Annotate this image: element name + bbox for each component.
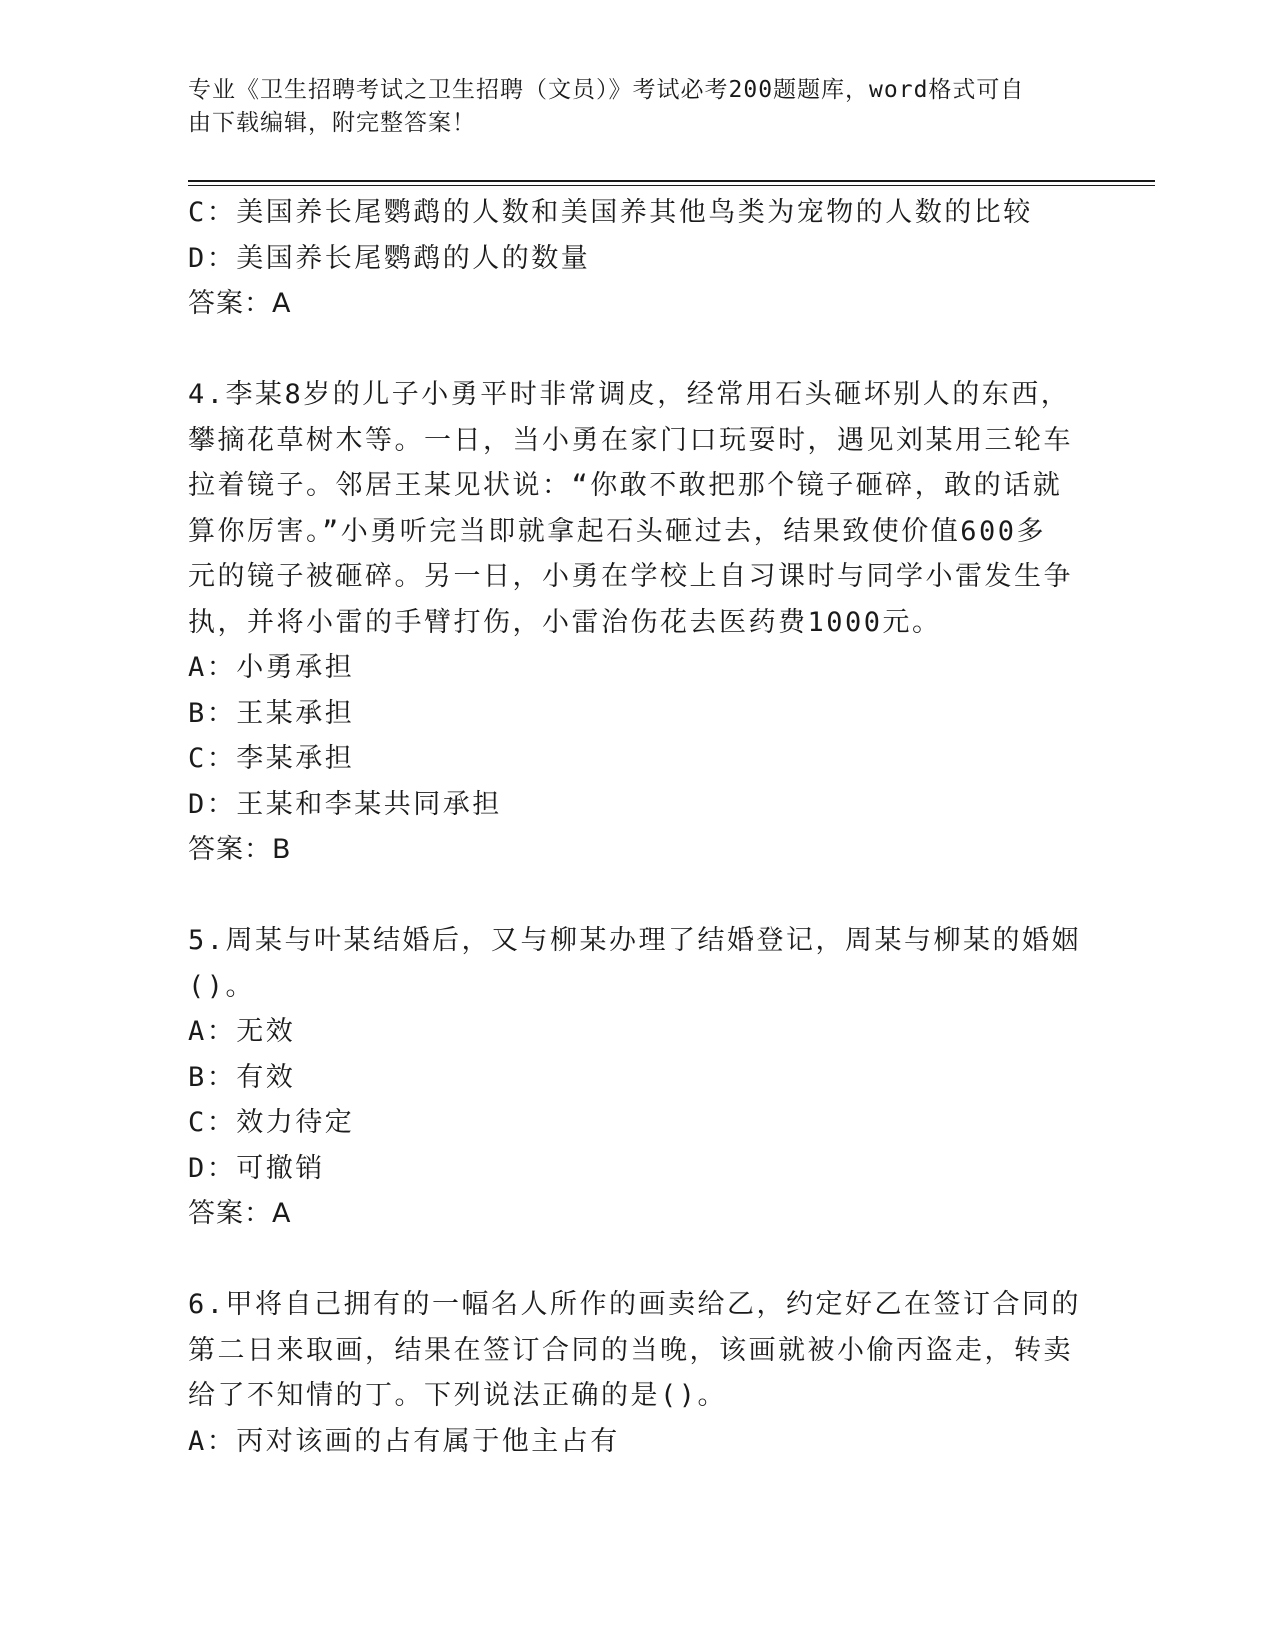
answer-line: 答案：B bbox=[188, 834, 292, 865]
option-line: D：可撤销 bbox=[188, 1152, 325, 1184]
question-text-line: 执，并将小雷的手臂打伤，小雷治伤花去医药费1000元。 bbox=[188, 606, 942, 638]
option-line: D：王某和李某共同承担 bbox=[188, 788, 502, 820]
question-text-line: 攀摘花草树木等。一日，当小勇在家门口玩耍时，遇见刘某用三轮车 bbox=[188, 424, 1073, 456]
question-text-line: 拉着镜子。邻居王某见状说：“你敢不敢把那个镜子砸碎，敢的话就 bbox=[188, 470, 1063, 501]
header-line-2: 由下载编辑，附完整答案！ bbox=[188, 110, 476, 136]
spacer bbox=[188, 327, 1058, 373]
option-line: D：美国养长尾鹦鹉的人的数量 bbox=[188, 242, 591, 274]
header-line-1: 专业《卫生招聘考试之卫生招聘（文员）》考试必考200题题库，word格式可自 bbox=[188, 77, 1025, 103]
question-5 bbox=[188, 918, 1082, 1237]
option-line: C：美国养长尾鹦鹉的人数和美国养其他鸟类为宠物的人数的比较 bbox=[188, 197, 1033, 228]
option-line: A：小勇承担 bbox=[188, 652, 355, 683]
option-line: A：无效 bbox=[188, 1016, 296, 1047]
question-6 bbox=[188, 1282, 1082, 1464]
option-line: C：效力待定 bbox=[188, 1107, 355, 1138]
document-header bbox=[188, 74, 1068, 140]
question-text-line: 算你厉害。”小勇听完当即就拿起石头砸过去，结果致使价值600多 bbox=[188, 515, 1047, 547]
question-text-line: 4.李某8岁的儿子小勇平时非常调皮，经常用石头砸坏别人的东西， bbox=[188, 379, 1071, 410]
question-text-line: 6.甲将自己拥有的一幅名人所作的画卖给乙，约定好乙在签订合同的 bbox=[188, 1289, 1082, 1320]
option-line: A：丙对该画的占有属于他主占有 bbox=[188, 1425, 620, 1457]
question-text-line: 第二日来取画，结果在签订合同的当晚，该画就被小偷丙盗走，转卖 bbox=[188, 1334, 1073, 1366]
option-line: B：王某承担 bbox=[188, 697, 355, 729]
option-line: C：李某承担 bbox=[188, 743, 355, 774]
spacer bbox=[188, 873, 1058, 919]
spacer bbox=[188, 1237, 1058, 1283]
document-body bbox=[188, 190, 1082, 1464]
answer-line: 答案：A bbox=[188, 1198, 292, 1229]
question-4 bbox=[188, 372, 1073, 873]
header-divider-thick bbox=[188, 180, 1155, 182]
question-text-line: 5.周某与叶某结婚后，又与柳某办理了结婚登记，周某与柳某的婚姻 bbox=[188, 925, 1082, 956]
header-divider-thin bbox=[188, 185, 1155, 186]
question-text-line: 元的镜子被砸碎。另一日，小勇在学校上自习课时与同学小雷发生争 bbox=[188, 561, 1073, 592]
answer-line: 答案：A bbox=[188, 288, 292, 319]
question-text-line: 给了不知情的丁。下列说法正确的是()。 bbox=[188, 1380, 728, 1411]
question-text-line: ()。 bbox=[188, 970, 256, 1002]
option-line: B：有效 bbox=[188, 1061, 296, 1093]
